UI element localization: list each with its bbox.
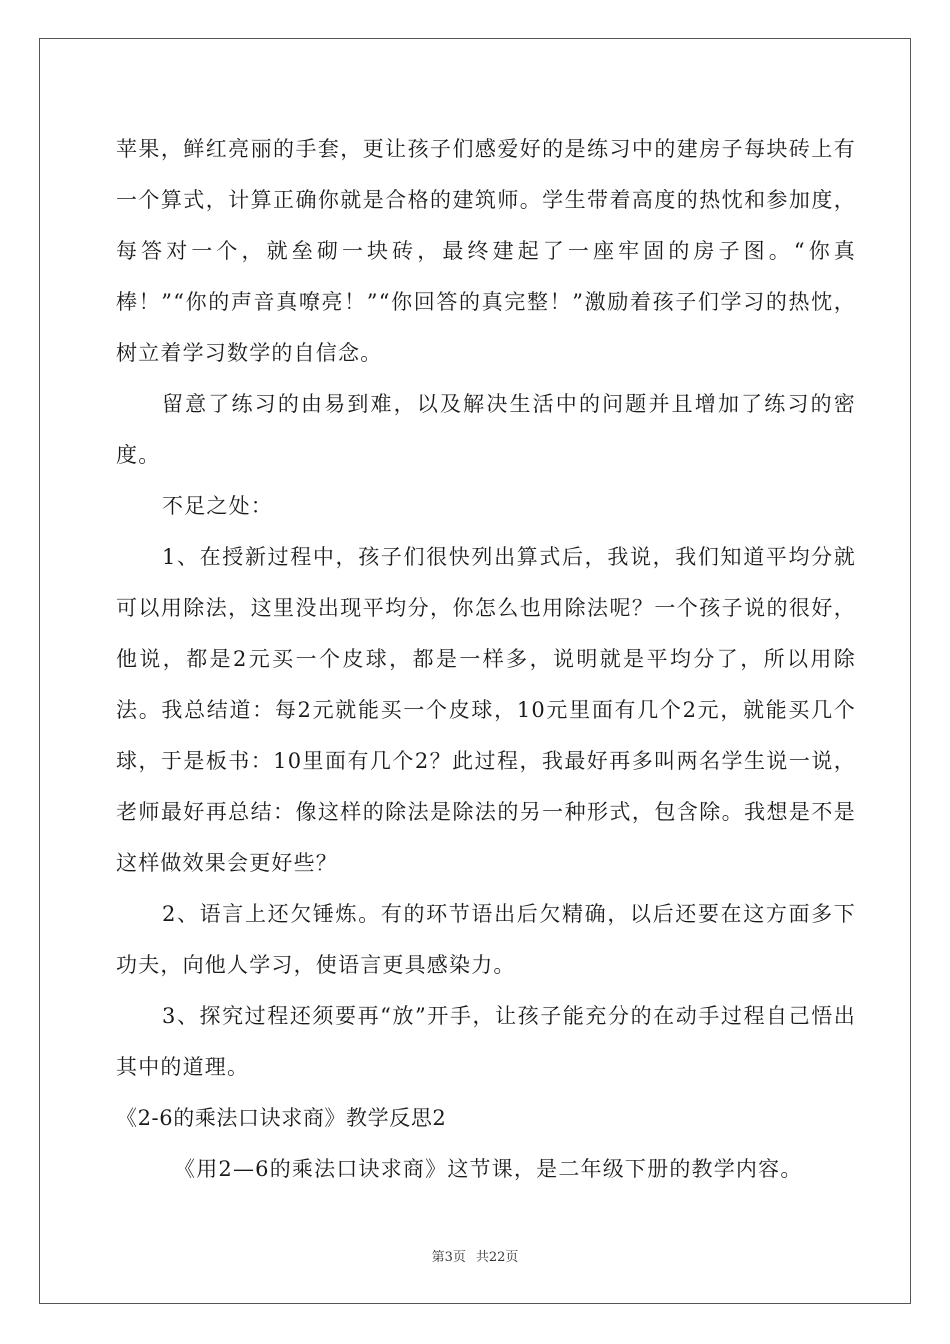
page-total: 共22页 bbox=[475, 1250, 519, 1265]
shortcomings-heading: 不足之处： bbox=[162, 494, 273, 518]
paragraph-practice-difficulty: 留意了练习的由易到难，以及解决生活中的问题并且增加了练习的密度。 bbox=[116, 392, 856, 467]
shortcoming-item-3: 3、探究过程还须要再“放”开手，让孩子能充分的在动手过程自己悟出其中的道理。 bbox=[116, 1004, 856, 1079]
section-heading: 《2-6的乘法口诀求商》教学反思2 bbox=[116, 1106, 447, 1130]
paragraph-lesson-intro: 《用2—6的乘法口诀求商》这节课，是二年级下册的教学内容。 bbox=[174, 1157, 803, 1181]
shortcoming-item-2: 2、语言上还欠锤炼。有的环节语出后欠精确，以后还要在这方面多下功夫，向他人学习，使语言更具感染力。 bbox=[116, 902, 856, 977]
shortcoming-item-1: 1、在授新过程中，孩子们很快列出算式后，我说，我们知道平均分就可以用除法，这里没出现平均分，你怎么也用除法呢？一个孩子说的很好，他说，都是2元买一个皮球，都是一样多，说明就是平均分了，所以用除法。我总结道：每2元就能买一个皮球，10元里面有几个2元，就能买几个球，于是板书：10里面有几个2？此过程，我最好再多叫两名学生说一说，老师最好再总结：像这样的除法是除法的另一种形式，包含除。我想是不是这样做效果会更好些？ bbox=[116, 545, 856, 875]
page-footer bbox=[0, 1246, 950, 1265]
document-body bbox=[116, 124, 856, 1195]
paragraph-continuation: 苹果，鲜红亮丽的手套，更让孩子们感爱好的是练习中的建房子每块砖上有一个算式，计算正确你就是合格的建筑师。学生带着高度的热忱和参加度，每答对一个，就垒砌一块砖，最终建起了一座牢固的房子图。“你真棒！”“你的声音真嘹亮！”“你回答的真完整！”激励着孩子们学习的热忱，树立着学习数学的自信念。 bbox=[116, 137, 856, 365]
page-number: 第3页 bbox=[431, 1250, 466, 1265]
